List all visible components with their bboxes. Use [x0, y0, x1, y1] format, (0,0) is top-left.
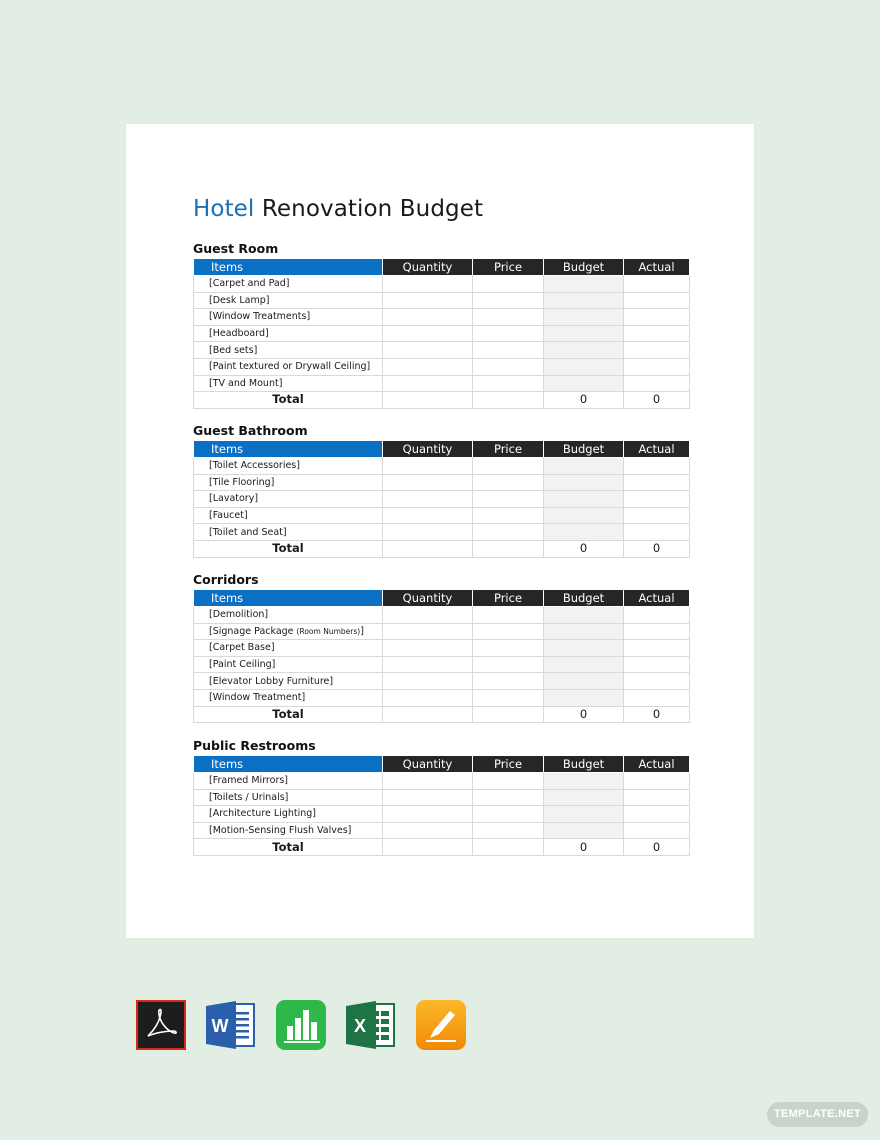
- table-row: [194, 292, 690, 309]
- total-budget-value: 0: [544, 839, 624, 856]
- item-name-cell[interactable]: [Toilet Accessories]: [194, 458, 383, 475]
- budget-cell[interactable]: [544, 375, 624, 392]
- price-cell[interactable]: [473, 342, 544, 359]
- total-price-cell: [473, 392, 544, 409]
- price-cell[interactable]: [473, 806, 544, 823]
- price-column-header: Price: [473, 756, 544, 773]
- price-column-header: Price: [473, 590, 544, 607]
- quantity-cell[interactable]: [383, 309, 473, 326]
- budget-cell[interactable]: [544, 524, 624, 541]
- section-title: Public Restrooms: [193, 738, 316, 753]
- svg-text:W: W: [211, 1016, 229, 1036]
- budget-cell[interactable]: [544, 491, 624, 508]
- item-name-cell[interactable]: [Carpet and Pad]: [194, 276, 383, 293]
- price-cell[interactable]: [473, 773, 544, 790]
- title-rest: Renovation Budget: [254, 196, 484, 222]
- quantity-cell[interactable]: [383, 507, 473, 524]
- total-quantity-cell: [383, 392, 473, 409]
- actual-cell[interactable]: [624, 640, 690, 657]
- quantity-cell[interactable]: [383, 607, 473, 624]
- price-cell[interactable]: [473, 789, 544, 806]
- quantity-cell[interactable]: [383, 789, 473, 806]
- actual-column-header: Actual: [624, 756, 690, 773]
- total-label: Total: [194, 839, 383, 856]
- actual-cell[interactable]: [624, 806, 690, 823]
- budget-cell[interactable]: [544, 806, 624, 823]
- table-row: [194, 375, 690, 392]
- total-quantity-cell: [383, 540, 473, 557]
- item-name-cell[interactable]: [Demolition]: [194, 607, 383, 624]
- price-cell[interactable]: [473, 276, 544, 293]
- table-row: [194, 358, 690, 375]
- table-row: [194, 822, 690, 839]
- item-name-cell[interactable]: [Carpet Base]: [194, 640, 383, 657]
- table-row: [194, 656, 690, 673]
- item-name-cell[interactable]: [Bed sets]: [194, 342, 383, 359]
- price-cell[interactable]: [473, 474, 544, 491]
- quantity-cell[interactable]: [383, 474, 473, 491]
- quantity-cell[interactable]: [383, 491, 473, 508]
- price-cell[interactable]: [473, 358, 544, 375]
- budget-cell[interactable]: [544, 822, 624, 839]
- budget-cell[interactable]: [544, 689, 624, 706]
- price-cell[interactable]: [473, 640, 544, 657]
- actual-cell[interactable]: [624, 375, 690, 392]
- table-row: [194, 673, 690, 690]
- actual-column-header: Actual: [624, 441, 690, 458]
- actual-cell[interactable]: [624, 607, 690, 624]
- budget-cell[interactable]: [544, 656, 624, 673]
- budget-cell[interactable]: [544, 276, 624, 293]
- total-budget-value: 0: [544, 392, 624, 409]
- table-row: [194, 342, 690, 359]
- quantity-cell[interactable]: [383, 358, 473, 375]
- table-row: [194, 789, 690, 806]
- item-name-cell[interactable]: [Desk Lamp]: [194, 292, 383, 309]
- budget-cell[interactable]: [544, 673, 624, 690]
- page-title: [193, 196, 483, 222]
- price-cell[interactable]: [473, 292, 544, 309]
- table-row: [194, 689, 690, 706]
- budget-cell[interactable]: [544, 640, 624, 657]
- quantity-cell[interactable]: [383, 623, 473, 640]
- table-row: [194, 507, 690, 524]
- item-name-cell[interactable]: [Toilet and Seat]: [194, 524, 383, 541]
- budget-column-header: Budget: [544, 441, 624, 458]
- table-row: [194, 491, 690, 508]
- quantity-cell[interactable]: [383, 656, 473, 673]
- table-row: [194, 474, 690, 491]
- budget-cell[interactable]: [544, 623, 624, 640]
- actual-cell[interactable]: [624, 507, 690, 524]
- table-row: [194, 806, 690, 823]
- table-row: [194, 524, 690, 541]
- budget-table: [193, 440, 690, 558]
- table-row: [194, 773, 690, 790]
- template-net-watermark: TEMPLATE.NET: [767, 1102, 868, 1127]
- actual-cell[interactable]: [624, 623, 690, 640]
- document-page: [126, 124, 754, 938]
- budget-table: [193, 589, 690, 723]
- table-row: [194, 623, 690, 640]
- item-name-cell[interactable]: [Motion-Sensing Flush Valves]: [194, 822, 383, 839]
- actual-cell[interactable]: [624, 358, 690, 375]
- quantity-cell[interactable]: [383, 822, 473, 839]
- budget-column-header: Budget: [544, 590, 624, 607]
- price-cell[interactable]: [473, 309, 544, 326]
- total-row: [194, 540, 690, 557]
- total-price-cell: [473, 839, 544, 856]
- item-name-cell[interactable]: [Paint textured or Drywall Ceiling]: [194, 358, 383, 375]
- item-name-cell[interactable]: [Headboard]: [194, 325, 383, 342]
- table-row: [194, 276, 690, 293]
- budget-cell[interactable]: [544, 325, 624, 342]
- total-budget-value: 0: [544, 540, 624, 557]
- price-cell[interactable]: [473, 656, 544, 673]
- actual-cell[interactable]: [624, 474, 690, 491]
- quantity-cell[interactable]: [383, 276, 473, 293]
- table-header-row: [194, 441, 690, 458]
- actual-cell[interactable]: [624, 673, 690, 690]
- budget-cell[interactable]: [544, 342, 624, 359]
- ms-word-icon[interactable]: [206, 1000, 256, 1050]
- quantity-cell[interactable]: [383, 773, 473, 790]
- budget-section: [193, 242, 689, 409]
- item-name-cell[interactable]: [Elevator Lobby Furniture]: [194, 673, 383, 690]
- total-row: [194, 706, 690, 723]
- price-cell[interactable]: [473, 689, 544, 706]
- actual-cell[interactable]: [624, 822, 690, 839]
- section-title: Corridors: [193, 572, 259, 587]
- total-row: [194, 839, 690, 856]
- price-cell[interactable]: [473, 673, 544, 690]
- quantity-cell[interactable]: [383, 806, 473, 823]
- price-cell[interactable]: [473, 822, 544, 839]
- section-title: Guest Bathroom: [193, 423, 308, 438]
- item-name-cell[interactable]: [Window Treatments]: [194, 309, 383, 326]
- actual-column-header: Actual: [624, 259, 690, 276]
- price-cell[interactable]: [473, 507, 544, 524]
- actual-cell[interactable]: [624, 689, 690, 706]
- table-header-row: [194, 590, 690, 607]
- price-column-header: Price: [473, 441, 544, 458]
- quantity-cell[interactable]: [383, 325, 473, 342]
- title-accent: Hotel: [193, 196, 255, 222]
- budget-cell[interactable]: [544, 607, 624, 624]
- quantity-cell[interactable]: [383, 292, 473, 309]
- actual-cell[interactable]: [624, 524, 690, 541]
- item-name-cell[interactable]: [Faucet]: [194, 507, 383, 524]
- total-actual-value: 0: [624, 392, 690, 409]
- items-column-header: Items: [194, 441, 383, 458]
- budget-cell[interactable]: [544, 507, 624, 524]
- actual-cell[interactable]: [624, 342, 690, 359]
- adobe-pdf-icon[interactable]: [136, 1000, 186, 1050]
- quantity-cell[interactable]: [383, 524, 473, 541]
- table-row: [194, 309, 690, 326]
- section-title: Guest Room: [193, 241, 279, 256]
- total-actual-value: 0: [624, 706, 690, 723]
- table-row: [194, 458, 690, 475]
- budget-cell[interactable]: [544, 773, 624, 790]
- actual-cell[interactable]: [624, 292, 690, 309]
- budget-cell[interactable]: [544, 789, 624, 806]
- total-price-cell: [473, 706, 544, 723]
- budget-cell[interactable]: [544, 474, 624, 491]
- quantity-cell[interactable]: [383, 640, 473, 657]
- item-name-cell[interactable]: [Tile Flooring]: [194, 474, 383, 491]
- total-row: [194, 392, 690, 409]
- budget-cell[interactable]: [544, 458, 624, 475]
- total-quantity-cell: [383, 706, 473, 723]
- actual-cell[interactable]: [624, 325, 690, 342]
- quantity-column-header: Quantity: [383, 756, 473, 773]
- actual-cell[interactable]: [624, 491, 690, 508]
- item-name-cell[interactable]: [Framed Mirrors]: [194, 773, 383, 790]
- actual-cell[interactable]: [624, 789, 690, 806]
- apple-pages-icon[interactable]: [416, 1000, 466, 1050]
- quantity-column-header: Quantity: [383, 590, 473, 607]
- table-header-row: [194, 259, 690, 276]
- items-column-header: Items: [194, 756, 383, 773]
- total-label: Total: [194, 706, 383, 723]
- table-row: [194, 640, 690, 657]
- price-cell[interactable]: [473, 607, 544, 624]
- price-column-header: Price: [473, 259, 544, 276]
- quantity-cell[interactable]: [383, 342, 473, 359]
- item-name-cell[interactable]: [Lavatory]: [194, 491, 383, 508]
- actual-cell[interactable]: [624, 773, 690, 790]
- table-row: [194, 607, 690, 624]
- total-actual-value: 0: [624, 839, 690, 856]
- budget-cell[interactable]: [544, 358, 624, 375]
- price-cell[interactable]: [473, 375, 544, 392]
- quantity-column-header: Quantity: [383, 441, 473, 458]
- table-row: [194, 325, 690, 342]
- budget-section: [193, 424, 689, 558]
- item-name-cell[interactable]: [Window Treatment]: [194, 689, 383, 706]
- budget-section: [193, 739, 689, 856]
- item-name-cell[interactable]: [Toilets / Urinals]: [194, 789, 383, 806]
- price-cell[interactable]: [473, 524, 544, 541]
- items-column-header: Items: [194, 590, 383, 607]
- budget-table: [193, 755, 690, 856]
- quantity-cell[interactable]: [383, 375, 473, 392]
- total-quantity-cell: [383, 839, 473, 856]
- budget-table: [193, 258, 690, 409]
- price-cell[interactable]: [473, 458, 544, 475]
- item-name-cell[interactable]: [Paint Ceiling]: [194, 656, 383, 673]
- quantity-cell[interactable]: [383, 689, 473, 706]
- room-numbers-note: (Room Numbers): [296, 626, 361, 636]
- actual-cell[interactable]: [624, 656, 690, 673]
- quantity-cell[interactable]: [383, 673, 473, 690]
- item-name-cell[interactable]: [TV and Mount]: [194, 375, 383, 392]
- ms-excel-icon[interactable]: [346, 1000, 396, 1050]
- budget-section: [193, 573, 689, 723]
- quantity-column-header: Quantity: [383, 259, 473, 276]
- svg-text:X: X: [353, 1016, 367, 1036]
- budget-column-header: Budget: [544, 259, 624, 276]
- price-cell[interactable]: [473, 491, 544, 508]
- budget-cell[interactable]: [544, 292, 624, 309]
- table-header-row: [194, 756, 690, 773]
- actual-column-header: Actual: [624, 590, 690, 607]
- actual-cell[interactable]: [624, 309, 690, 326]
- budget-column-header: Budget: [544, 756, 624, 773]
- quantity-cell[interactable]: [383, 458, 473, 475]
- items-column-header: Items: [194, 259, 383, 276]
- budget-cell[interactable]: [544, 309, 624, 326]
- actual-cell[interactable]: [624, 458, 690, 475]
- item-name-cell[interactable]: [Architecture Lighting]: [194, 806, 383, 823]
- total-label: Total: [194, 540, 383, 557]
- price-cell[interactable]: [473, 623, 544, 640]
- actual-cell[interactable]: [624, 276, 690, 293]
- apple-numbers-icon[interactable]: [276, 1000, 326, 1050]
- total-actual-value: 0: [624, 540, 690, 557]
- item-name-cell[interactable]: [Signage Package (Room Numbers)]: [194, 623, 383, 640]
- price-cell[interactable]: [473, 325, 544, 342]
- total-budget-value: 0: [544, 706, 624, 723]
- total-label: Total: [194, 392, 383, 409]
- total-price-cell: [473, 540, 544, 557]
